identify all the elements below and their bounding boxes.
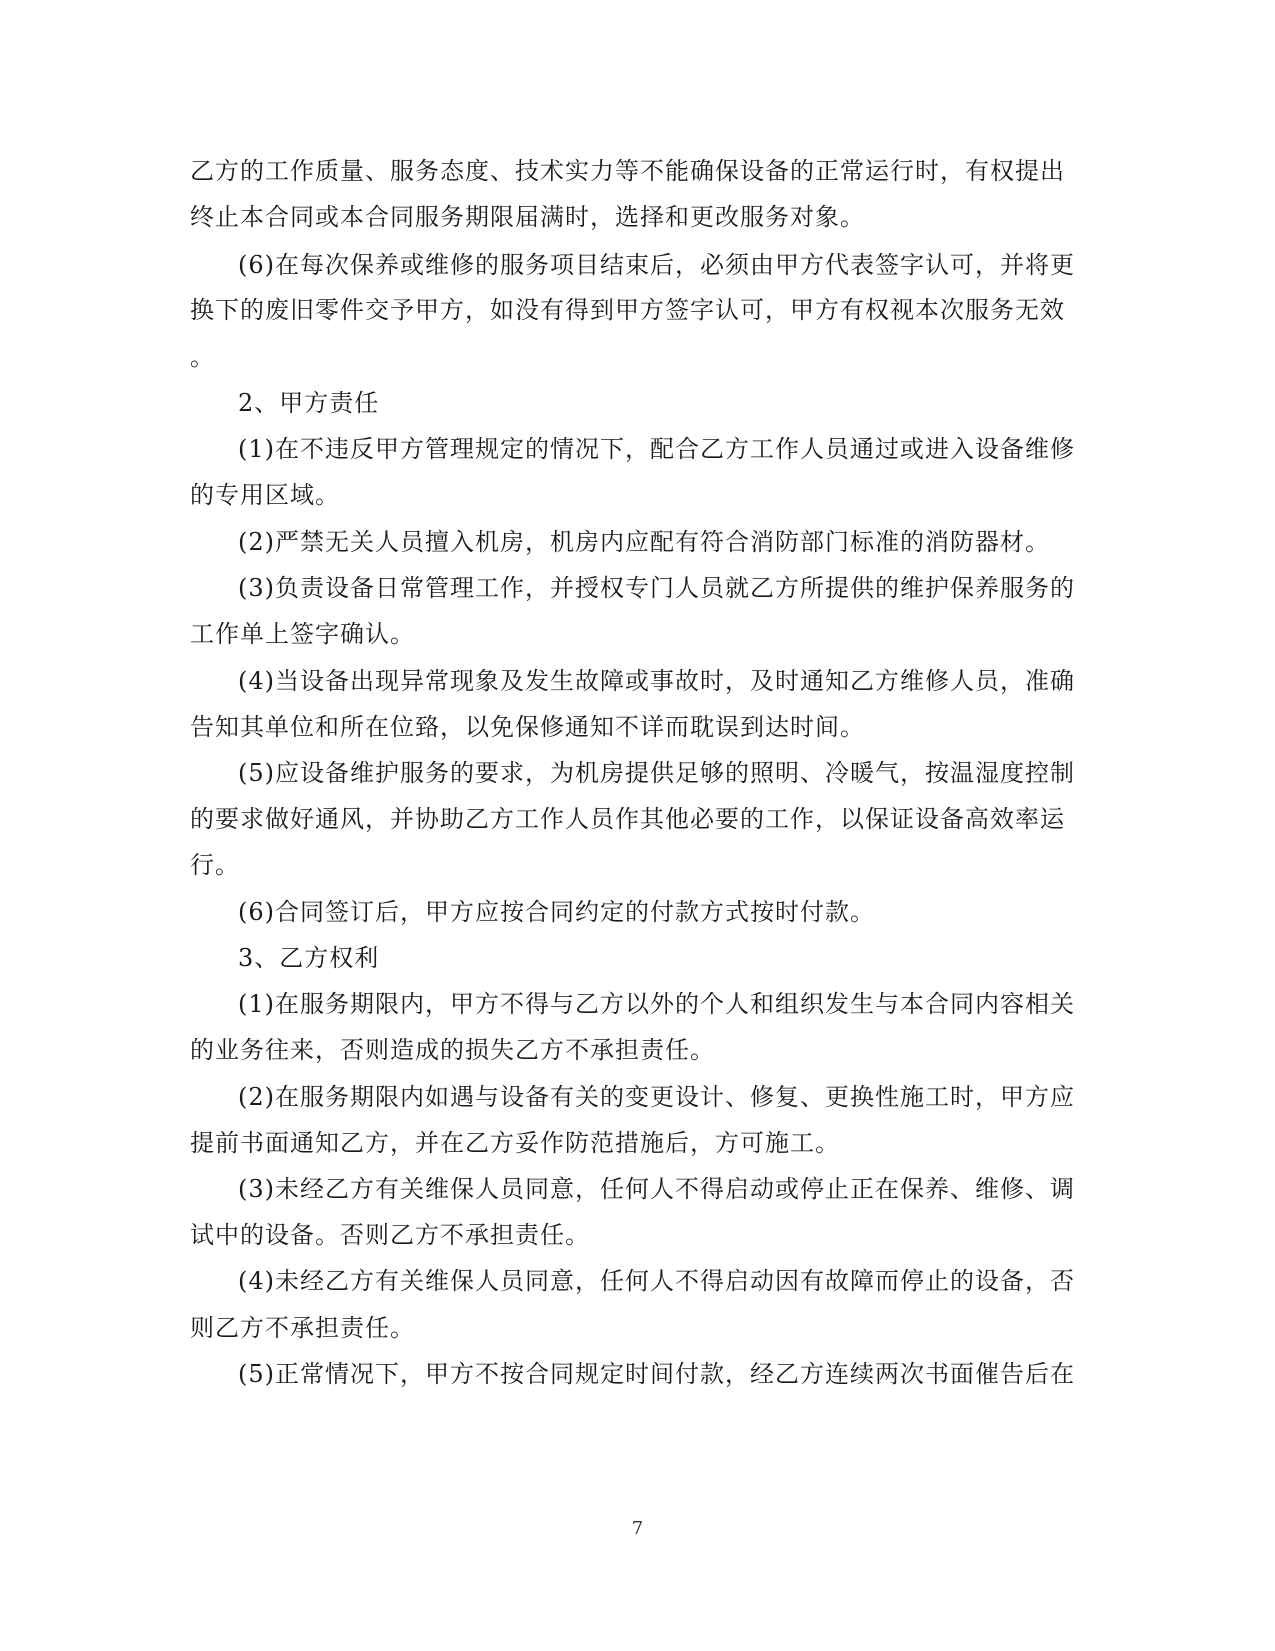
text-line: 的专用区域。 bbox=[190, 481, 340, 509]
text-line: (2)在服务期限内如遇与设备有关的变更设计、修复、更换性施工时，甲方应 bbox=[238, 1083, 1075, 1111]
text-line: (6)合同签订后，甲方应按合同约定的付款方式按时付款。 bbox=[238, 898, 875, 926]
text-line: (4)未经乙方有关维保人员同意，任何人不得启动因有故障而停止的设备，否 bbox=[238, 1267, 1075, 1295]
text-line: (3)未经乙方有关维保人员同意，任何人不得启动或停止正在保养、维修、调 bbox=[238, 1175, 1075, 1203]
text-line: 告知其单位和所在位臵，以免保修通知不详而耽误到达时间。 bbox=[190, 713, 865, 741]
text-line: 提前书面通知乙方，并在乙方妥作防范措施后，方可施工。 bbox=[190, 1129, 840, 1157]
text-line: 工作单上签字确认。 bbox=[190, 620, 415, 648]
text-line: (2)严禁无关人员擅入机房，机房内应配有符合消防部门标准的消防器材。 bbox=[238, 528, 1050, 556]
section-heading: 3、乙方权利 bbox=[238, 944, 380, 972]
text-line: (1)在不违反甲方管理规定的情况下，配合乙方工作人员通过或进入设备维修 bbox=[238, 435, 1075, 463]
text-line: (5)正常情况下，甲方不按合同规定时间付款，经乙方连续两次书面催告后在 bbox=[238, 1360, 1075, 1388]
text-line: 乙方的工作质量、服务态度、技术实力等不能确保设备的正常运行时，有权提出 bbox=[190, 157, 1065, 185]
text-line: (5)应设备维护服务的要求，为机房提供足够的照明、冷暖气，按温湿度控制 bbox=[238, 759, 1075, 787]
text-line: 换下的废旧零件交予甲方，如没有得到甲方签字认可，甲方有权视本次服务无效 bbox=[190, 296, 1065, 324]
text-line: 行。 bbox=[190, 851, 240, 879]
text-line: (4)当设备出现异常现象及发生故障或事故时，及时通知乙方维修人员，准确 bbox=[238, 667, 1075, 695]
text-line: 的要求做好通风，并协助乙方工作人员作其他必要的工作，以保证设备高效率运 bbox=[190, 805, 1065, 833]
text-line: 的业务往来，否则造成的损失乙方不承担责任。 bbox=[190, 1036, 715, 1064]
section-heading: 2、甲方责任 bbox=[238, 389, 380, 417]
text-line: (1)在服务期限内，甲方不得与乙方以外的个人和组织发生与本合同内容相关 bbox=[238, 990, 1075, 1018]
text-line: (6)在每次保养或维修的服务项目结束后，必须由甲方代表签字认可，并将更 bbox=[238, 251, 1075, 279]
text-line: 则乙方不承担责任。 bbox=[190, 1314, 415, 1342]
text-line: 试中的设备。否则乙方不承担责任。 bbox=[190, 1221, 590, 1249]
text-line: 终止本合同或本合同服务期限届满时，选择和更改服务对象。 bbox=[190, 203, 865, 231]
text-line: 。 bbox=[190, 343, 215, 371]
text-line: (3)负责设备日常管理工作，并授权专门人员就乙方所提供的维护保养服务的 bbox=[238, 574, 1075, 602]
page-number: 7 bbox=[631, 1518, 644, 1539]
